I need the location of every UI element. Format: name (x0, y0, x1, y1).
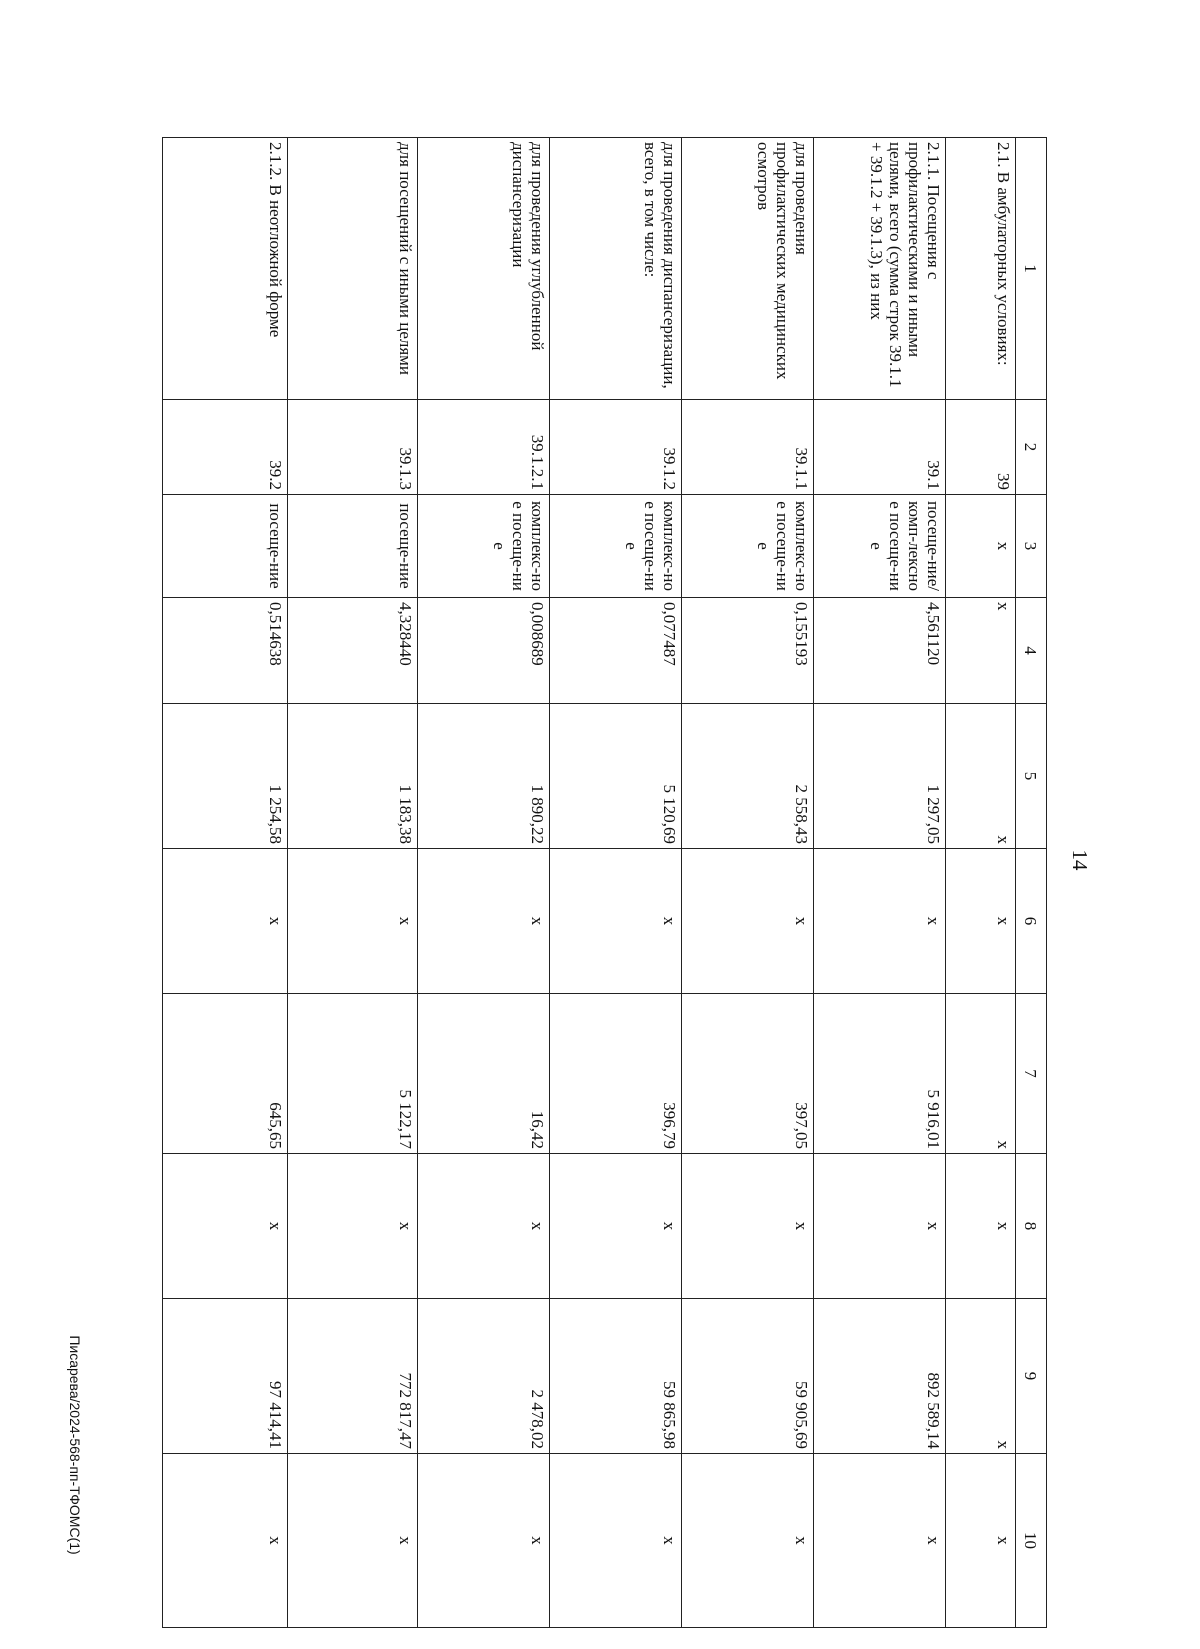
table-cell: комплекс-ное посеще-ние (418, 495, 550, 598)
table-cell: x (946, 1299, 1016, 1454)
table-cell: 0,008689 (418, 598, 550, 704)
row-label-cell: для проведения профилактических медицинских осмотров (682, 138, 814, 400)
table-cell: x (946, 994, 1016, 1154)
table-cell: x (682, 1454, 814, 1628)
row-label-cell: 2.1.1. Посещения с профилактическими и иными целями, всего (сумма строк 39.1.1 + 39.1.2 + 39.1.3), из них (814, 138, 946, 400)
table-cell: x (550, 849, 682, 994)
column-header: 9 (1016, 1299, 1047, 1454)
table-row (288, 138, 418, 1628)
table-cell: x (418, 849, 550, 994)
table-cell: x (163, 1454, 288, 1628)
table-cell: 5 122,17 (288, 994, 418, 1154)
row-label-cell: для посещений с иными целями (288, 138, 418, 400)
table-cell: x (682, 849, 814, 994)
table-cell: x (163, 1154, 288, 1299)
table-cell: комплекс-ное посеще-ние (550, 495, 682, 598)
column-header: 1 (1016, 138, 1047, 400)
table-row (163, 138, 288, 1628)
table-cell: посеще-ние/комп-лексное посеще-ние (814, 495, 946, 598)
table-cell: 397,05 (682, 994, 814, 1154)
table-cell: 0,155193 (682, 598, 814, 704)
table-cell: 1 254,58 (163, 704, 288, 849)
table-cell: 16,42 (418, 994, 550, 1154)
table-row (946, 138, 1016, 1628)
table-cell: 1 183,38 (288, 704, 418, 849)
column-header: 4 (1016, 598, 1047, 704)
table-cell: x (814, 1154, 946, 1299)
table-cell: 39.2 (163, 400, 288, 495)
row-label-cell: для проведения углубленной диспансеризации (418, 138, 550, 400)
table-cell: 0,514638 (163, 598, 288, 704)
table-cell: посеще-ние (288, 495, 418, 598)
document-reference: Писарева/2024-568-пп-ТФОМС(1) (67, 1335, 83, 1555)
tariff-table (162, 137, 1047, 1628)
table-cell: x (946, 495, 1016, 598)
table-cell: 39.1.2 (550, 400, 682, 495)
table-cell: комплекс-ное посеще-ние (682, 495, 814, 598)
table-cell: 4,561120 (814, 598, 946, 704)
table-cell: 1 890,22 (418, 704, 550, 849)
table-cell: 772 817,47 (288, 1299, 418, 1454)
table-cell: 2 558,43 (682, 704, 814, 849)
table-cell: 39 (946, 400, 1016, 495)
table-cell: x (550, 1454, 682, 1628)
column-header: 5 (1016, 704, 1047, 849)
table-cell: x (946, 1454, 1016, 1628)
table-header-row (1016, 138, 1047, 1628)
table-cell: 5 916,01 (814, 994, 946, 1154)
column-header: 8 (1016, 1154, 1047, 1299)
table-cell: 97 414,41 (163, 1299, 288, 1454)
column-header: 3 (1016, 495, 1047, 598)
table-cell: x (288, 1154, 418, 1299)
table-cell: x (288, 1454, 418, 1628)
row-label-cell: 2.1.2. В неотложной форме (163, 138, 288, 400)
table-row (814, 138, 946, 1628)
table-cell: 396,79 (550, 994, 682, 1154)
table-cell: x (163, 849, 288, 994)
table-cell: посеще-ние (163, 495, 288, 598)
table-row (550, 138, 682, 1628)
table-cell: 39.1 (814, 400, 946, 495)
column-header: 6 (1016, 849, 1047, 994)
table-cell: x (418, 1454, 550, 1628)
table-cell: x (946, 704, 1016, 849)
table-cell: x (946, 598, 1016, 704)
page-number: 14 (1068, 849, 1092, 871)
table-cell: 39.1.1 (682, 400, 814, 495)
table-cell: 2 478,02 (418, 1299, 550, 1454)
table-cell: 59 905,69 (682, 1299, 814, 1454)
column-header: 2 (1016, 400, 1047, 495)
table-cell: 59 865,98 (550, 1299, 682, 1454)
table-cell: x (418, 1154, 550, 1299)
table-cell: 1 297,05 (814, 704, 946, 849)
table-cell: 645,65 (163, 994, 288, 1154)
table-cell: 39.1.3 (288, 400, 418, 495)
table-cell: x (946, 849, 1016, 994)
table-cell: x (814, 1454, 946, 1628)
table-cell: 0,077487 (550, 598, 682, 704)
table-cell: x (550, 1154, 682, 1299)
table-cell: x (814, 849, 946, 994)
table-row (418, 138, 550, 1628)
tariff-table-rotated (192, 137, 1047, 1627)
table-cell: x (682, 1154, 814, 1299)
table-cell: x (946, 1154, 1016, 1299)
row-label-cell: для проведения диспансеризации, всего, в том числе: (550, 138, 682, 400)
column-header: 7 (1016, 994, 1047, 1154)
table-cell: 5 120,69 (550, 704, 682, 849)
table-row (682, 138, 814, 1628)
row-label-cell: 2.1. В амбулаторных условиях: (946, 138, 1016, 400)
column-header: 10 (1016, 1454, 1047, 1628)
table-cell: 39.1.2.1 (418, 400, 550, 495)
table-cell: x (288, 849, 418, 994)
table-cell: 892 589,14 (814, 1299, 946, 1454)
table-cell: 4,328440 (288, 598, 418, 704)
